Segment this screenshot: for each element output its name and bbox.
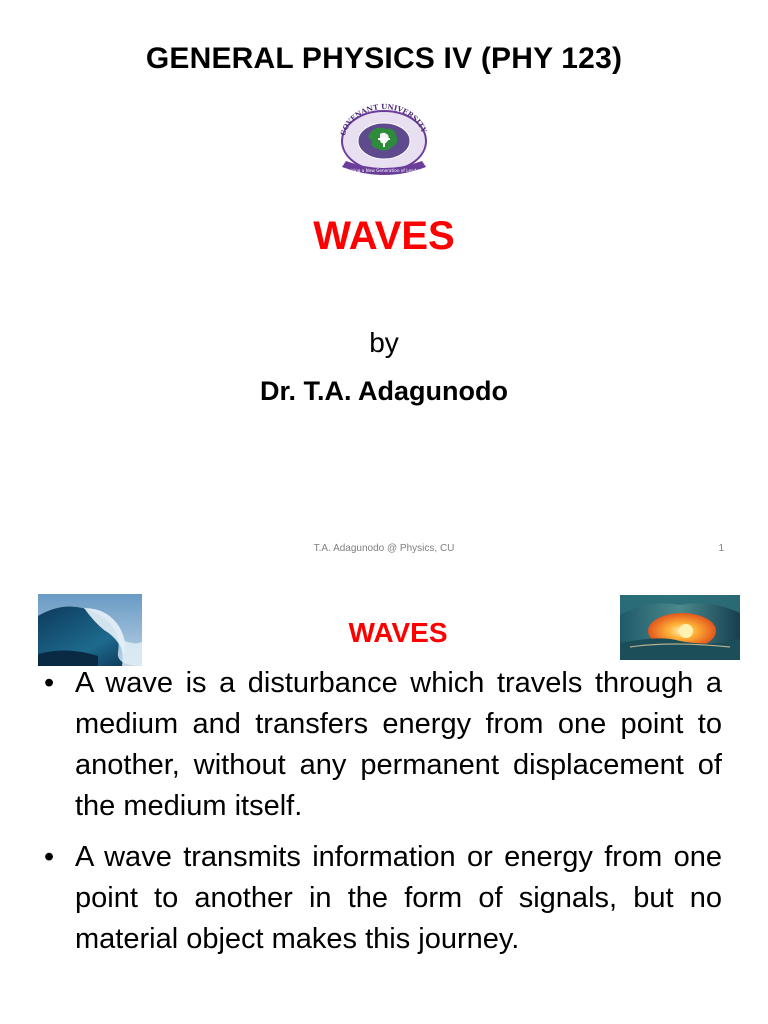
svg-text:Raising a New Generation of Le: Raising a New Generation of Leaders	[345, 168, 423, 173]
content-slide	[0, 570, 768, 1024]
author-name: Dr. T.A. Adagunodo	[260, 376, 508, 406]
bullet-text: A wave is a disturbance which travels through a medium and transfers energy from one point to another, without any permanent displacement of the medium itself.	[75, 667, 722, 822]
list-item	[44, 663, 722, 827]
ocean-wave-photo-icon	[38, 594, 142, 666]
covenant-university-logo-icon	[330, 103, 438, 179]
slide-number: 1	[718, 543, 724, 554]
svg-text:COVENANT UNIVERSITY: COVENANT UNIVERSITY	[338, 103, 429, 137]
by-label: by	[369, 327, 399, 358]
list-item	[44, 837, 722, 960]
bullet-marker: •	[44, 667, 55, 699]
lecture-title: WAVES	[313, 214, 455, 258]
bullet-marker: •	[44, 841, 55, 873]
sunset-wave-photo-icon	[620, 595, 740, 660]
course-title: GENERAL PHYSICS IV (PHY 123)	[145, 42, 623, 75]
slide-footer: T.A. Adagunodo @ Physics, CU	[313, 543, 455, 554]
bullet-text: A wave transmits information or energy from one point to another in the form of signals, but no material object makes this journey.	[75, 841, 722, 955]
slide-title: WAVES	[348, 617, 448, 648]
bullet-list	[44, 663, 722, 970]
